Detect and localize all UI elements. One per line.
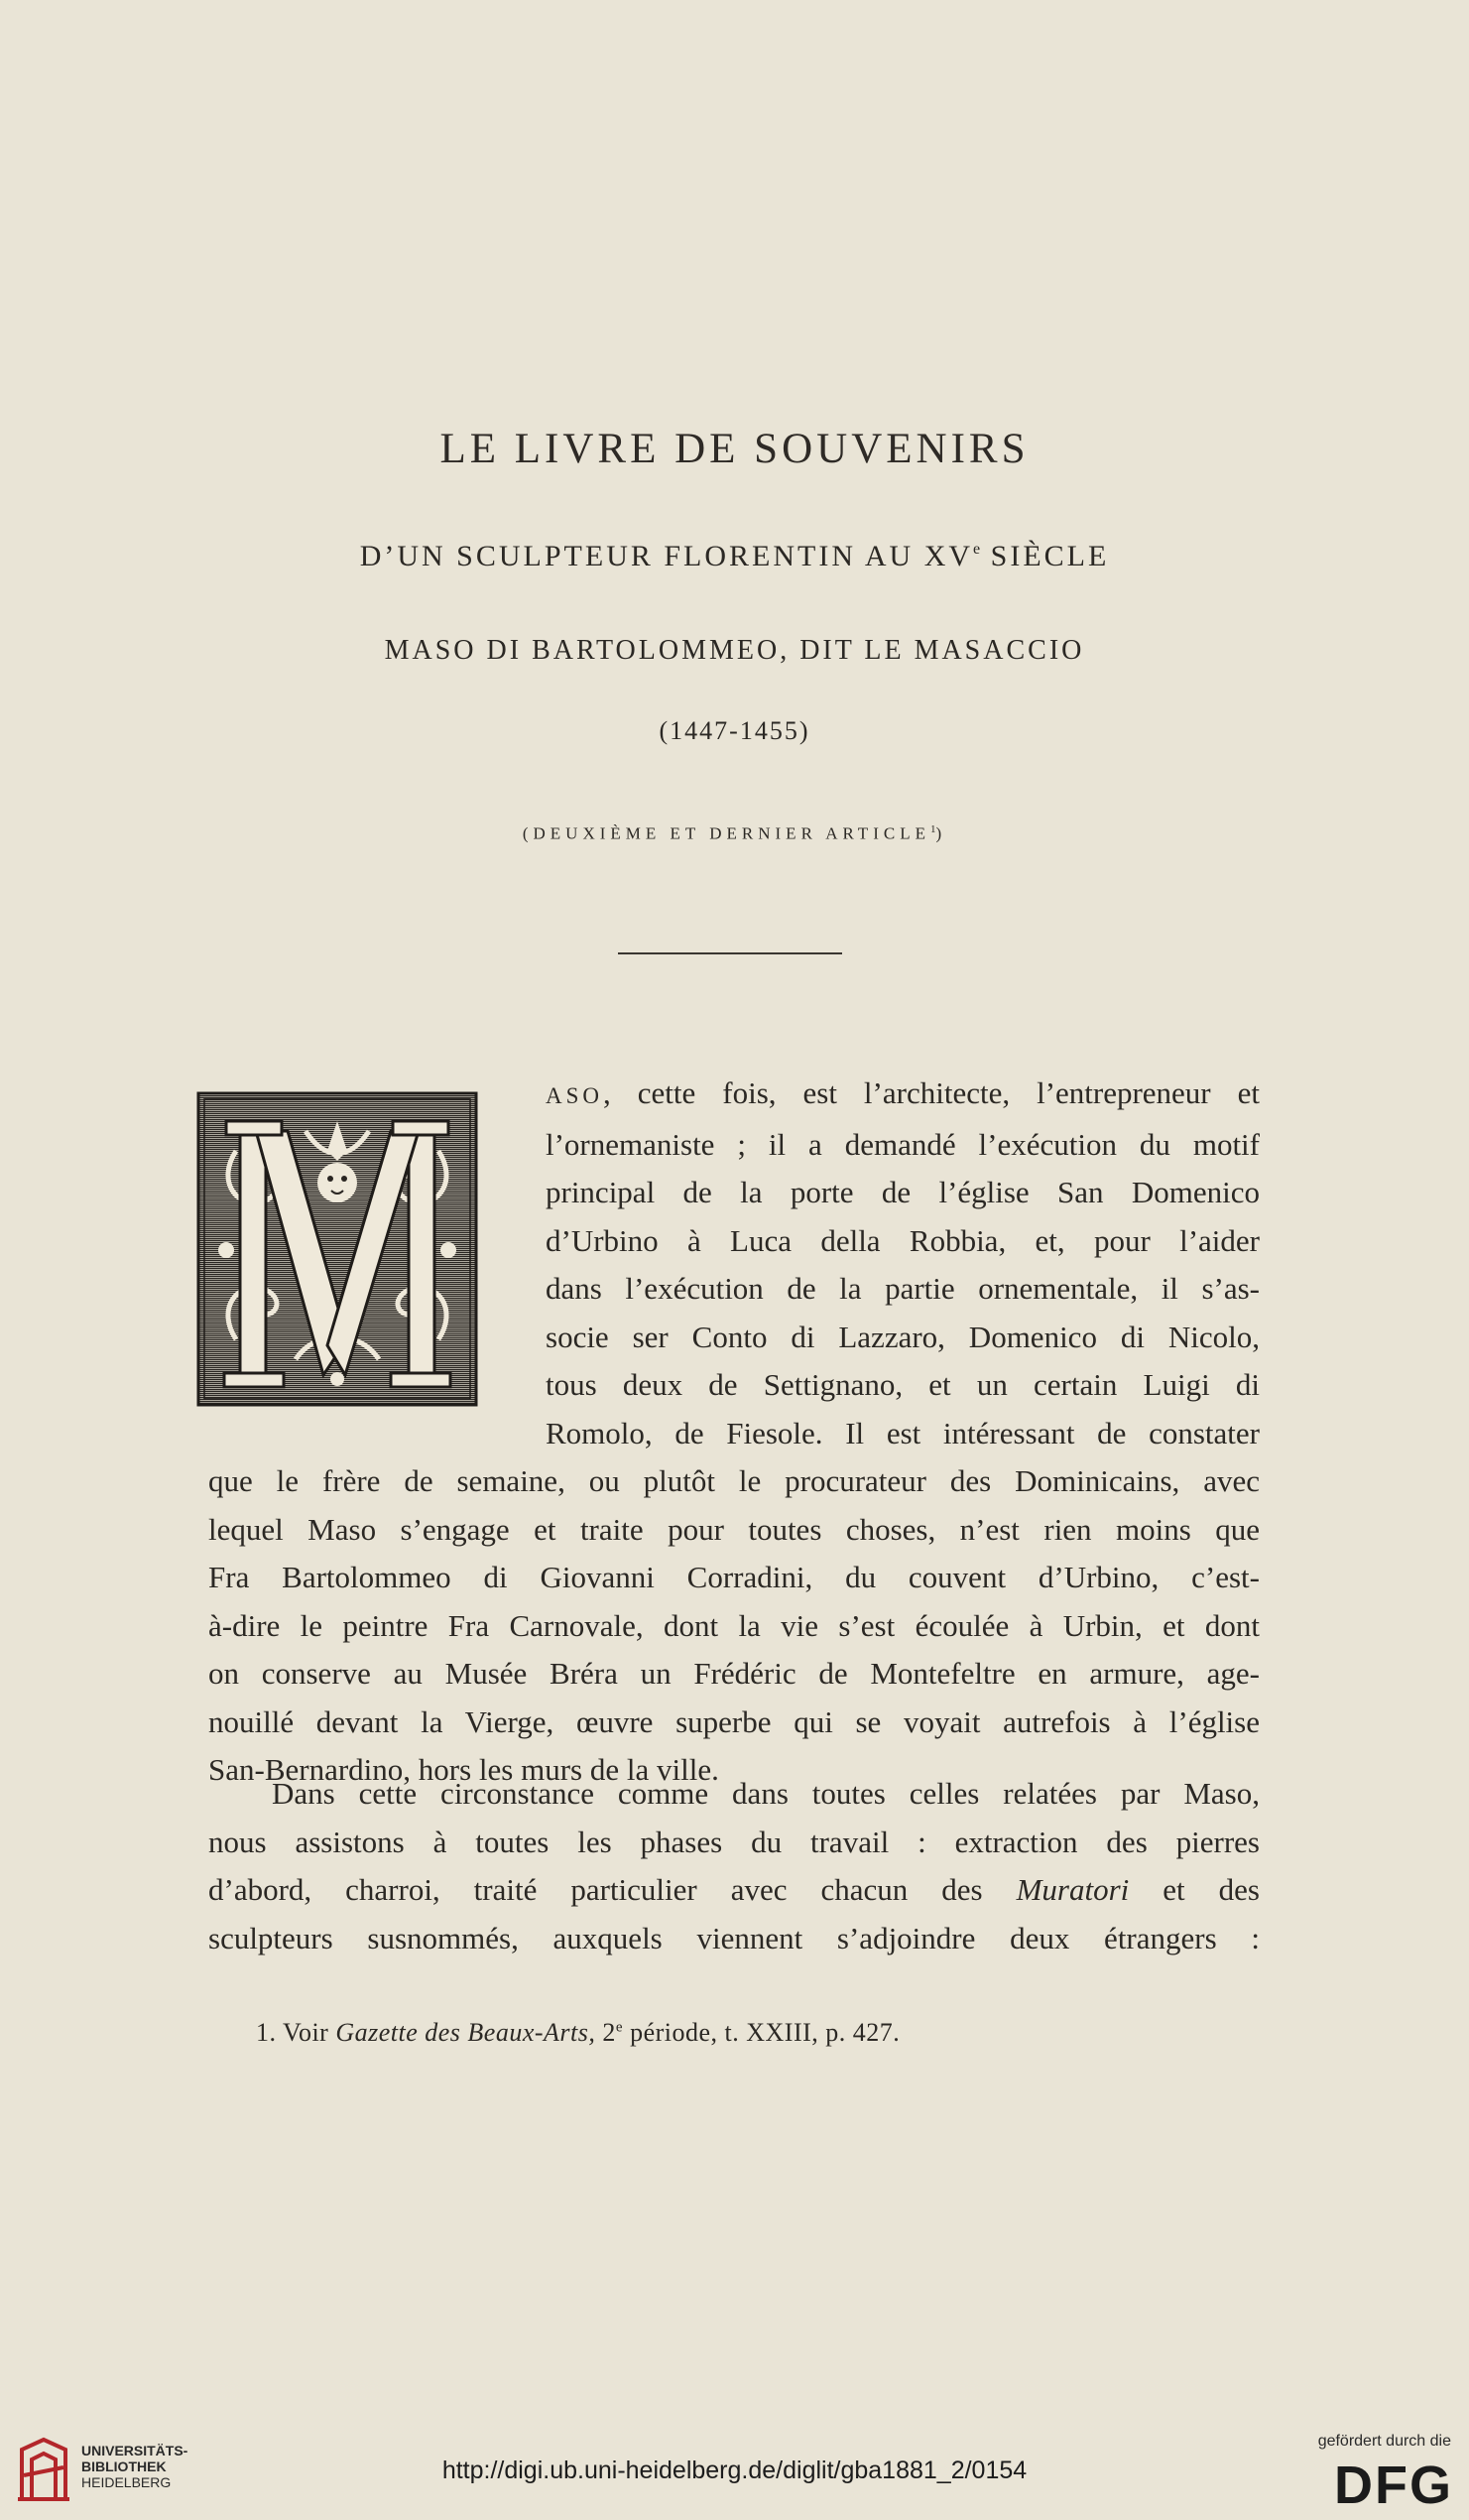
subtitle-sup: e [973, 541, 981, 558]
footnote-journal: Gazette des Beaux-Arts, [335, 2018, 596, 2047]
footnote [256, 2018, 900, 2048]
dropcap-continuation: ASO [546, 1083, 604, 1108]
article-subtitle-name: MASO DI BARTOLOMMEO, DIT LE MASACCIO [384, 635, 1085, 666]
library-line-3: HEIDELBERG [81, 2474, 172, 2490]
text-line: l’ornemaniste ; il a demandé l’exécution du motif [546, 1126, 1260, 1162]
subtitle-main: D’UN SCULPTEUR FLORENTIN AU XV [359, 540, 974, 572]
paragraph-1 [208, 1070, 1260, 1795]
text-line: sculpteurs susnommés, auxquels viennent s’adjoindre deux étrangers : [208, 1920, 1260, 1955]
section-divider [618, 952, 842, 954]
text-line: lequel Maso s’engage et traite pour toutes choses, n’est rien moins que [208, 1511, 1260, 1547]
text-line: nous assistons à toutes les phases du travail : extraction des pierres [208, 1824, 1260, 1859]
footnote-number: 1. Voir [256, 2018, 336, 2047]
text-line: que le frère de semaine, ou plutôt le procurateur des Dominicains, avec [208, 1463, 1260, 1498]
library-line-2: BIBLIOTHEK [81, 2458, 167, 2474]
text-line: San-Bernardino, hors les murs de la ville. [208, 1752, 719, 1787]
article-note-close: ) [935, 823, 947, 843]
footnote-rest: période, t. XXIII, p. 427. [623, 2018, 901, 2047]
article-note [0, 823, 1469, 844]
footnote-num: 2 [595, 2018, 616, 2047]
italic-term: Muratori [1016, 1872, 1130, 1907]
article-note-text: (DEUXIÈME ET DERNIER ARTICLE [522, 823, 930, 843]
text-line: nouillé devant la Vierge, œuvre superbe qui se voyait autrefois à l’église [208, 1703, 1260, 1739]
text-line: Romolo, de Fiesole. Il est intéressant de constater [546, 1415, 1260, 1450]
article-note-sup: 1 [929, 823, 936, 835]
text-line: principal de la porte de l’église San Domenico [546, 1175, 1260, 1209]
subtitle-end: SIÈCLE [980, 540, 1110, 572]
source-url-link[interactable]: http://digi.ub.uni-heidelberg.de/diglit/gba1881_2/0154 [441, 2457, 1028, 2484]
text-line: on conserve au Musée Bréra un Frédéric de Montefeltre en armure, age- [208, 1656, 1260, 1691]
text-line [208, 1070, 1260, 1121]
text-line: socie ser Conto di Lazzaro, Domenico di Nicolo, [546, 1319, 1260, 1354]
text-line: dans l’exécution de la partie ornementale, il s’as- [546, 1271, 1260, 1306]
paragraph-2 [208, 1770, 1260, 1962]
library-line-1: UNIVERSITÄTS- [81, 2443, 188, 2458]
text-span: et des [1129, 1872, 1260, 1907]
text-line: Dans cette circonstance comme dans toutes celles relatées par Maso, [272, 1776, 1260, 1811]
text-line: Fra Bartolommeo di Giovanni Corradini, du couvent d’Urbino, c’est- [208, 1560, 1260, 1594]
text-line: d’Urbino à Luca della Robbia, et, pour l’aider [546, 1222, 1260, 1258]
funded-by-label: gefördert durch die [1317, 2433, 1451, 2450]
text-span: , cette fois, est l’architecte, l’entrepreneur et [603, 1075, 1260, 1110]
article-dates: (1447-1455) [659, 716, 810, 745]
dfg-logo: DFG [1334, 2456, 1453, 2515]
text-span: d’abord, charroi, traité particulier avec chacun des [208, 1872, 1017, 1907]
text-line: tous deux de Settignano, et un certain Luigi di [546, 1367, 1260, 1402]
text-line: à-dire le peintre Fra Carnovale, dont la vie s’est écoulée à Urbin, et dont [208, 1607, 1260, 1643]
footnote-sup: e [615, 2019, 624, 2036]
article-title: LE LIVRE DE SOUVENIRS [439, 426, 1030, 472]
text-line [208, 1866, 1260, 1915]
article-subtitle [0, 540, 1469, 573]
